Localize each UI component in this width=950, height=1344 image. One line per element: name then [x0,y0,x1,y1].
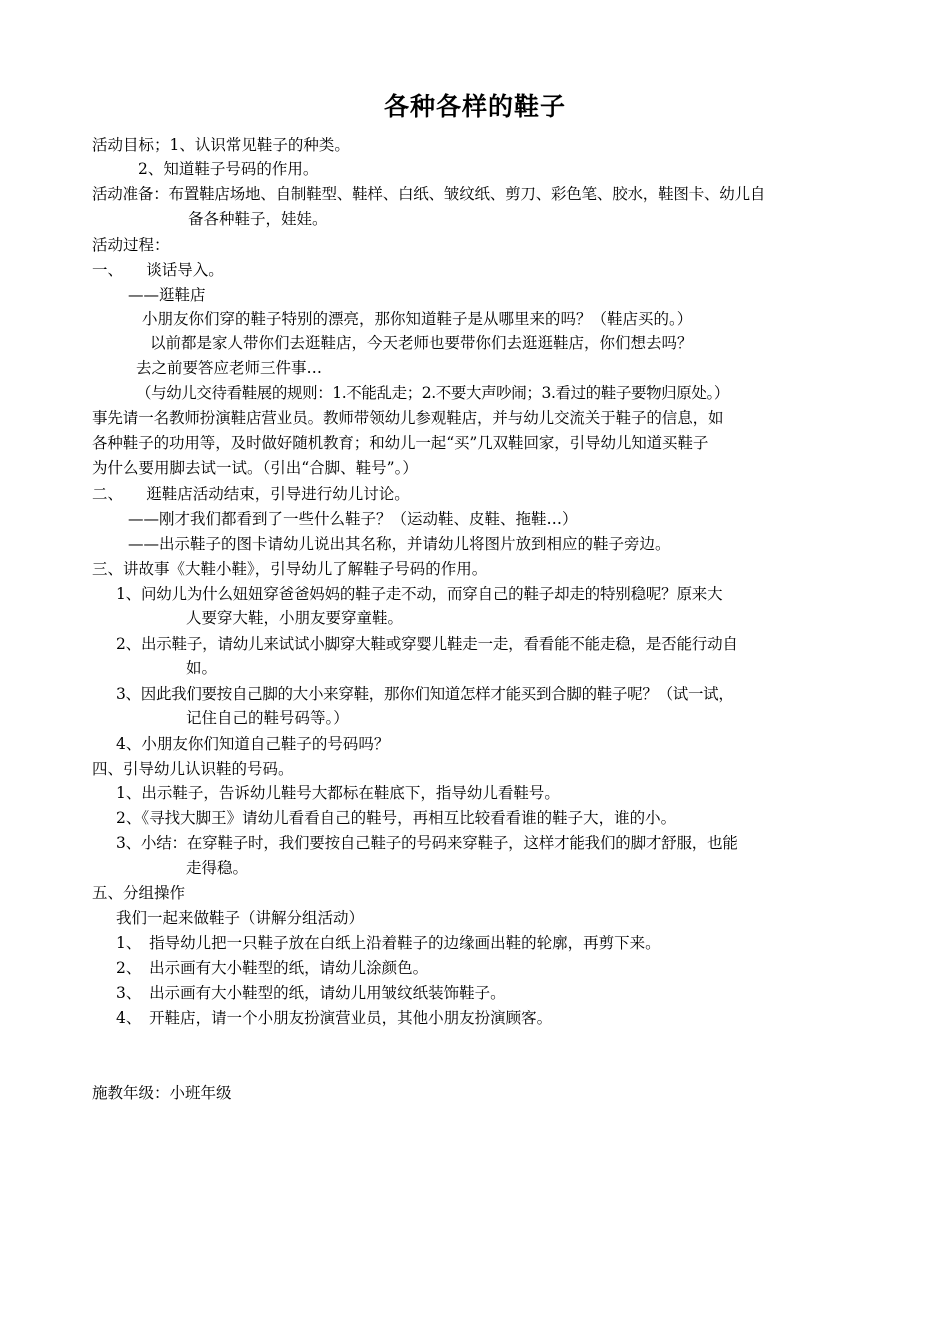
section-5-item-4: 4、 开鞋店，请一个小朋友扮演营业员，其他小朋友扮演顾客。 [116,1009,553,1027]
section-2-line-1: ——刚才我们都看到了一些什么鞋子？（运动鞋、皮鞋、拖鞋…） [128,510,578,528]
prep-line-1: 活动准备：布置鞋店场地、自制鞋型、鞋样、白纸、皱纹纸、剪刀、彩色笔、胶水，鞋图卡、幼儿自 [92,185,766,203]
section-3-heading: 三、讲故事《大鞋小鞋》，引导幼儿了解鞋子号码的作用。 [92,560,488,578]
section-4-item-3: 3、小结：在穿鞋子时，我们要按自己鞋子的号码来穿鞋子，这样才能我们的脚才舒服，也能 [116,834,738,852]
goal-line-1: 活动目标；1、认识常见鞋子的种类。 [92,136,350,154]
section-2-heading: 二、 逛鞋店活动结束，引导进行幼儿讨论。 [92,485,410,503]
section-5-heading: 五、分组操作 [92,884,186,902]
prep-line-2: 备各种鞋子，娃娃。 [188,210,328,228]
section-4-item-3-cont: 走得稳。 [186,859,249,877]
section-1-line-1: 小朋友你们穿的鞋子特别的漂亮，那你知道鞋子是从哪里来的吗？（鞋店买的。） [142,310,693,328]
section-1-heading: 一、 谈话导入。 [92,261,224,279]
section-4-heading: 四、引导幼儿认识鞋的号码。 [92,760,294,778]
section-1-para-1: 事先请一名教师扮演鞋店营业员。教师带领幼儿参观鞋店，并与幼儿交流关于鞋子的信息，如 [92,409,724,427]
section-1-rules: （与幼儿交待看鞋展的规则：1.不能乱走；2.不要大声吵闹；3.看过的鞋子要物归原处。） [136,384,729,402]
section-5-intro: 我们一起来做鞋子（讲解分组活动） [116,909,365,927]
section-3-item-1: 1、问幼儿为什么妞妞穿爸爸妈妈的鞋子走不动，而穿自己的鞋子却走的特别稳呢？原来大 [116,585,723,603]
section-1-para-3: 为什么要用脚去试一试。（引出“合脚、鞋号”。） [92,459,418,477]
section-1-para-2: 各种鞋子的功用等，及时做好随机教育；和幼儿一起“买”几双鞋回家，引导幼儿知道买鞋子 [92,434,709,452]
section-3-item-2: 2、出示鞋子，请幼儿来试试小脚穿大鞋或穿婴儿鞋走一走，看看能不能走稳，是否能行动自 [116,635,738,653]
section-4-item-1: 1、出示鞋子，告诉幼儿鞋号大都标在鞋底下，指导幼儿看鞋号。 [116,784,560,802]
section-3-item-2-cont: 如。 [186,659,218,677]
section-5-item-1: 1、 指导幼儿把一只鞋子放在白纸上沿着鞋子的边缘画出鞋的轮廓，再剪下来。 [116,934,661,952]
page-title: 各种各样的鞋子 [383,92,566,121]
section-3-item-1-cont: 人要穿大鞋，小朋友要穿童鞋。 [186,609,404,627]
section-2-line-2: ——出示鞋子的图卡请幼儿说出其名称，并请幼儿将图片放到相应的鞋子旁边。 [128,535,671,553]
grade-footer: 施教年级：小班年级 [92,1084,232,1102]
section-3-item-4: 4、小朋友你们知道自己鞋子的号码吗？ [116,735,390,753]
section-5-item-2: 2、 出示画有大小鞋型的纸，请幼儿涂颜色。 [116,959,429,977]
section-3-item-3-cont: 记住自己的鞋号码等。） [186,709,349,727]
process-heading: 活动过程： [92,236,170,254]
section-1-sub: ——逛鞋店 [128,286,206,304]
section-4-item-2: 2、《寻找大脚王》请幼儿看看自己的鞋号，再相互比较看看谁的鞋子大，谁的小。 [116,809,677,827]
section-5-item-3: 3、 出示画有大小鞋型的纸，请幼儿用皱纹纸装饰鞋子。 [116,984,506,1002]
section-1-line-2: 以前都是家人带你们去逛鞋店，今天老师也要带你们去逛逛鞋店，你们想去吗？ [150,334,693,352]
section-1-line-3: 去之前要答应老师三件事… [136,359,323,377]
goal-line-2: 2、知道鞋子号码的作用。 [138,160,319,178]
section-3-item-3: 3、因此我们要按自己脚的大小来穿鞋，那你们知道怎样才能买到合脚的鞋子呢？（试一试， [116,685,734,703]
